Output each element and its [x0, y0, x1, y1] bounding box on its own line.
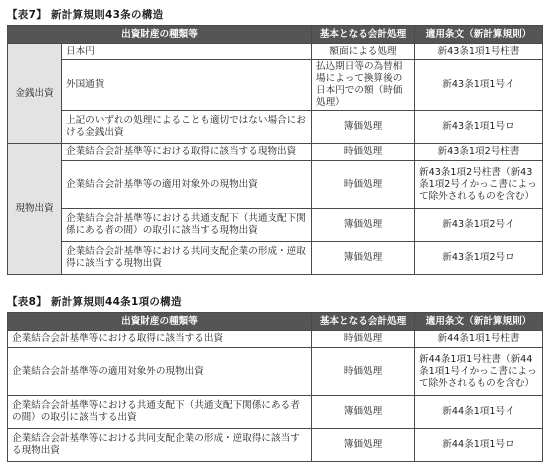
item-cell: 企業結合会計基準等の適用対象外の現物出資 [62, 161, 312, 209]
article-cell: 新43条1項1号ロ [415, 111, 543, 144]
table-row [8, 111, 543, 144]
table7-header-row [8, 26, 543, 44]
item-cell: 外国通貨 [62, 60, 312, 111]
table-row [8, 144, 543, 161]
item-cell: 企業結合会計基準等における共通支配下（共通支配下関係にある者の間）の取引に該当する現物出資 [62, 209, 312, 242]
table-row [8, 209, 543, 242]
group-label-cash: 金銭出資 [8, 44, 62, 144]
table-row [8, 348, 543, 396]
item-cell: 企業結合会計基準等における取得に該当する現物出資 [62, 144, 312, 161]
article-cell: 新44条1項1号イ [415, 396, 543, 429]
table8-header-row [8, 313, 543, 331]
item-cell: 上記のいずれの処理によることも適切ではない場合における金銭出資 [62, 111, 312, 144]
treatment-cell: 簿価処理 [312, 209, 415, 242]
header-article: 適用条文（新計算規則） [415, 313, 543, 331]
header-article: 適用条文（新計算規則） [415, 26, 543, 44]
article-cell: 新43条1項2号柱書（新43条1項2号イかっこ書によって除外されるものを含む） [415, 161, 543, 209]
table-row [8, 331, 543, 348]
treatment-cell: 時価処理 [312, 331, 415, 348]
item-cell: 企業結合会計基準等における共通支配下（共通支配下関係にある者の間）の取引に該当する出資 [8, 396, 312, 429]
article-cell: 新43条1項2号イ [415, 209, 543, 242]
item-cell: 企業結合会計基準等における取得に該当する出資 [8, 331, 312, 348]
treatment-cell: 簿価処理 [312, 429, 415, 462]
article-cell: 新44条1項1号柱書 [415, 331, 543, 348]
table8-title: 【表8】 新計算規則44条1項の構造 [7, 296, 182, 308]
treatment-cell: 時価処理 [312, 144, 415, 161]
treatment-cell: 時価処理 [312, 348, 415, 396]
table8 [7, 312, 543, 462]
item-cell: 企業結合会計基準等における共同支配企業の形成・逆取得に該当する現物出資 [8, 429, 312, 462]
article-cell: 新44条1項1号柱書（新44条1項1号イかっこ書によって除外されるものを含む） [415, 348, 543, 396]
table-row [8, 161, 543, 209]
article-cell: 新43条1項1号柱書 [415, 44, 543, 60]
treatment-cell: 払込期日等の為替相場によって換算後の日本円での額（時価処理） [312, 60, 415, 111]
group-label-inkind: 現物出資 [8, 144, 62, 275]
table-row [8, 429, 543, 462]
treatment-cell: 時価処理 [312, 161, 415, 209]
table-row [8, 44, 543, 60]
article-cell: 新44条1項1号ロ [415, 429, 543, 462]
article-cell: 新43条1項2号柱書 [415, 144, 543, 161]
treatment-cell: 簿価処理 [312, 396, 415, 429]
item-cell: 日本円 [62, 44, 312, 60]
header-treatment: 基本となる会計処理 [312, 26, 415, 44]
treatment-cell: 額面による処理 [312, 44, 415, 60]
table7 [7, 25, 543, 275]
table-row [8, 60, 543, 111]
header-item: 出資財産の種類等 [8, 26, 312, 44]
article-cell: 新43条1項1号イ [415, 60, 543, 111]
item-cell: 企業結合会計基準等の適用対象外の現物出資 [8, 348, 312, 396]
table7-title: 【表7】 新計算規則43条の構造 [7, 9, 164, 21]
header-item: 出資財産の種類等 [8, 313, 312, 331]
treatment-cell: 簿価処理 [312, 242, 415, 275]
header-treatment: 基本となる会計処理 [312, 313, 415, 331]
table-row [8, 396, 543, 429]
article-cell: 新43条1項2号ロ [415, 242, 543, 275]
item-cell: 企業結合会計基準等における共同支配企業の形成・逆取得に該当する現物出資 [62, 242, 312, 275]
treatment-cell: 簿価処理 [312, 111, 415, 144]
table-row [8, 242, 543, 275]
